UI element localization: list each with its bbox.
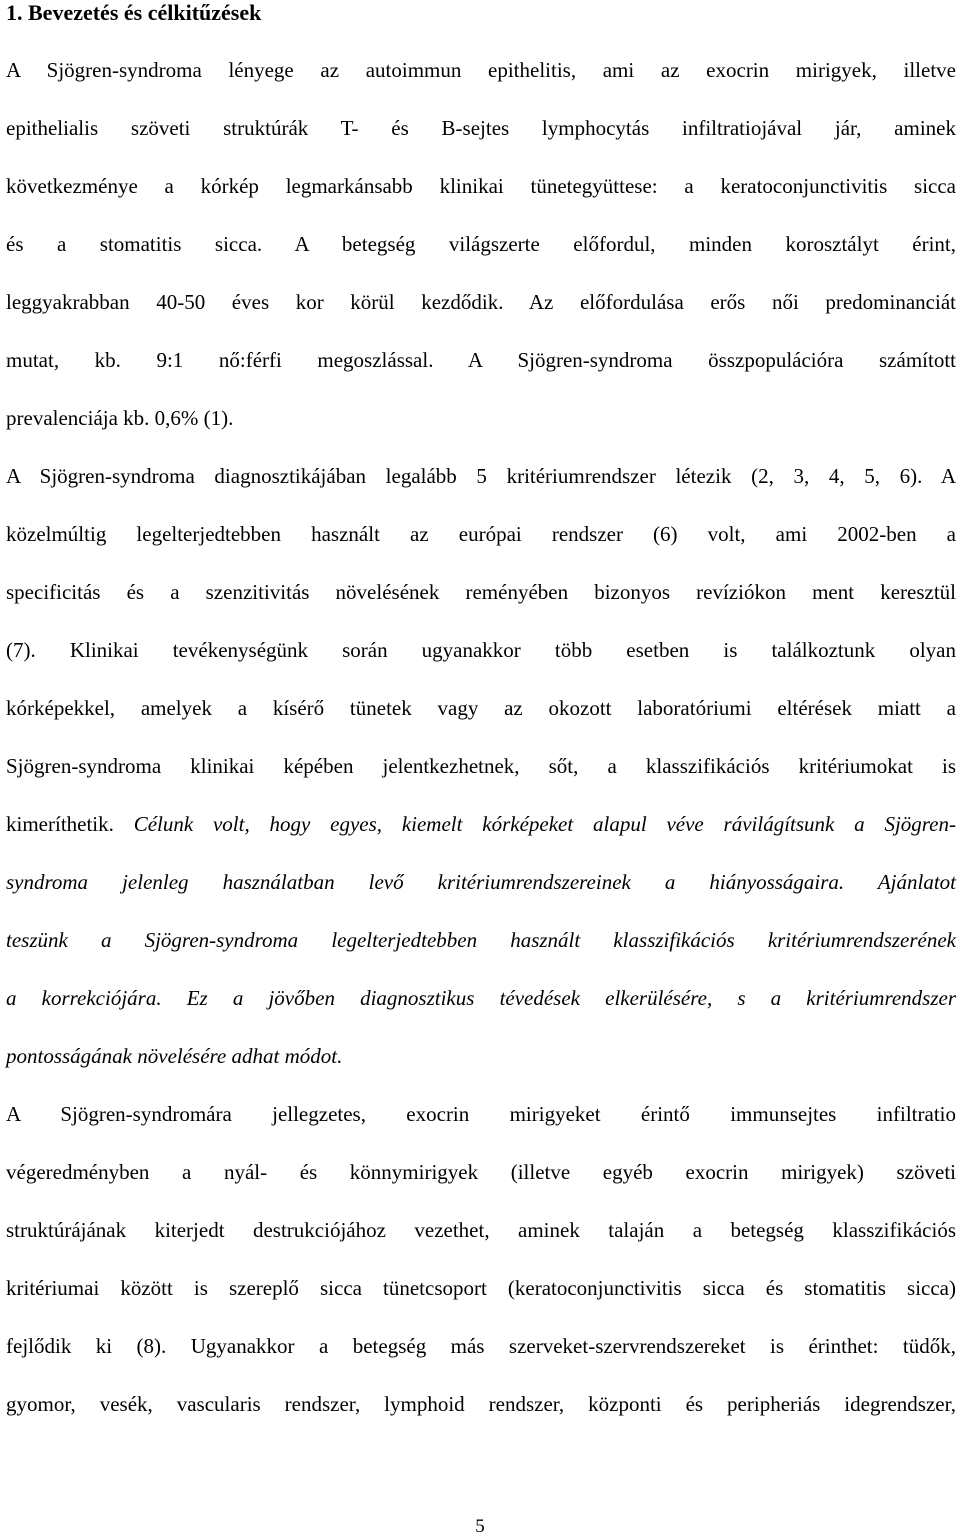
body-line: struktúrájának kiterjedt destrukciójához vezethet, aminek talaján a betegség klasszifikációs: [6, 1218, 956, 1242]
body-line: leggyakrabban 40-50 éves kor körül kezdődik. Az előfordulása erős női predominanciát: [6, 290, 956, 314]
body-line: A Sjögren-syndromára jellegzetes, exocrin mirigyeket érintő immunsejtes infiltratio: [6, 1102, 956, 1126]
body-line: A Sjögren-syndroma diagnosztikájában legalább 5 kritériumrendszer létezik (2, 3, 4, 5, 6). A: [6, 464, 956, 488]
body-line: közelmúltig legelterjedtebben használt az európai rendszer (6) volt, ami 2002-ben a: [6, 522, 956, 546]
page-number: 5: [475, 1516, 485, 1537]
body-line: mutat, kb. 9:1 nő:férfi megoszlással. A Sjögren-syndroma összpopulációra számított: [6, 348, 956, 372]
body-line: kritériumai között is szereplő sicca tünetcsoport (keratoconjunctivitis sicca és stomatitis sicca): [6, 1276, 956, 1300]
body-line-mixed: [6, 811, 956, 837]
body-line-italic: teszünk a Sjögren-syndroma legelterjedtebben használt klasszifikációs kritériumrendszerének: [6, 928, 956, 952]
body-line: A Sjögren-syndroma lényege az autoimmun epithelitis, ami az exocrin mirigyek, illetve: [6, 58, 956, 82]
body-line: gyomor, vesék, vascularis rendszer, lymphoid rendszer, központi és peripheriás idegrendszer,: [6, 1392, 956, 1416]
body-line: prevalenciája kb. 0,6% (1).: [6, 406, 234, 430]
body-line: epithelialis szöveti struktúrák T- és B-sejtes lymphocytás infiltratiojával jár, aminek: [6, 116, 956, 140]
body-line: Sjögren-syndroma klinikai képében jelentkezhetnek, sőt, a klasszifikációs kritériumokat is: [6, 754, 956, 778]
body-line-roman-part: kimeríthetik.: [6, 812, 114, 836]
body-line: specificitás és a szenzitivitás növelésének reményében bizonyos revíziókon ment keresztül: [6, 580, 956, 604]
body-line: kórképekkel, amelyek a kísérő tünetek vagy az okozott laboratóriumi eltérések miatt a: [6, 696, 956, 720]
body-line-italic: syndroma jelenleg használatban levő kritériumrendszereinek a hiányosságaira. Ajánlatot: [6, 870, 956, 894]
body-line: végeredményben a nyál- és könnymirigyek (illetve egyéb exocrin mirigyek) szöveti: [6, 1160, 956, 1184]
body-line-italic: a korrekciójára. Ez a jövőben diagnosztikus tévedések elkerülésére, s a kritériumrendszer: [6, 986, 956, 1010]
body-line: és a stomatitis sicca. A betegség világszerte előfordul, minden korosztályt érint,: [6, 232, 956, 256]
body-line-italic: pontosságának növelésére adhat módot.: [6, 1044, 343, 1068]
body-line: következménye a kórkép legmarkánsabb klinikai tünetegyüttese: a keratoconjunctivitis sicca: [6, 174, 956, 198]
body-line: fejlődik ki (8). Ugyanakkor a betegség más szerveket-szervrendszereket is érinthet: tüdők,: [6, 1334, 956, 1358]
body-line: (7). Klinikai tevékenységünk során ugyanakkor több esetben is találkoztunk olyan: [6, 638, 956, 662]
section-heading: 1. Bevezetés és célkitűzések: [6, 0, 262, 25]
body-line-italic-part: Célunk volt, hogy egyes, kiemelt kórképeket alapul véve rávilágítsunk a Sjögren-: [113, 812, 956, 836]
